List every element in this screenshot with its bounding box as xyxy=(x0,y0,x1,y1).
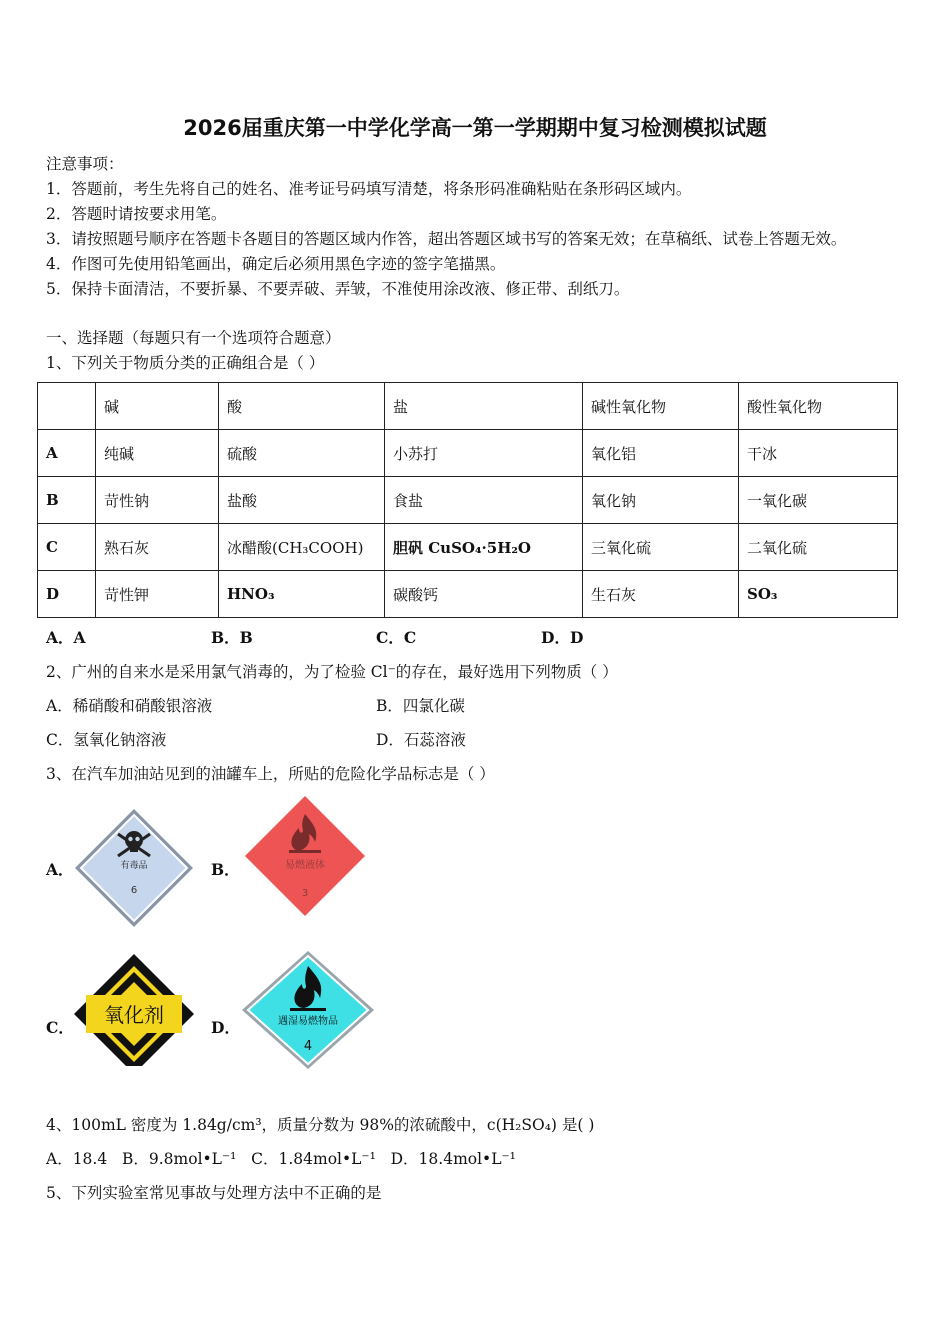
table-cell: 苛性钾 xyxy=(96,571,219,618)
table-cell: 碳酸钙 xyxy=(385,571,583,618)
sign-text: 遇湿易燃物品 xyxy=(278,1016,338,1027)
q4-options-line xyxy=(46,1147,516,1169)
notice-heading: 注意事项： xyxy=(46,155,124,173)
q2-option-b: B．四氯化碳 xyxy=(376,697,465,715)
table-cell: SO₃ xyxy=(739,571,898,618)
toxic-sign xyxy=(72,806,196,930)
q1-stem: 1、下列关于物质分类的正确组合是（ ） xyxy=(46,354,325,372)
q5-stem: 5、下列实验室常见事故与处理方法中不正确的是 xyxy=(46,1184,382,1202)
q4-option-b: B．9.8mol•L⁻¹ xyxy=(122,1150,237,1168)
table-cell: 氧化钠 xyxy=(583,477,739,524)
table-row xyxy=(38,571,898,618)
table-cell: 一氧化碳 xyxy=(739,477,898,524)
table-cell: 熟石灰 xyxy=(96,524,219,571)
sign-number: 3 xyxy=(301,888,309,899)
table-cell: 苛性钠 xyxy=(96,477,219,524)
q1-option-b: B．B xyxy=(211,628,253,647)
table-cell: 生石灰 xyxy=(583,571,739,618)
table-cell: 酸性氧化物 xyxy=(739,383,898,430)
table-cell: 酸 xyxy=(219,383,385,430)
q3-label-c: C． xyxy=(46,1018,74,1037)
table-cell: 硫酸 xyxy=(219,430,385,477)
table-header-row xyxy=(38,383,898,430)
sign-number: 6 xyxy=(130,885,138,896)
table-cell: 冰醋酸(CH₃COOH) xyxy=(219,524,385,571)
table-row xyxy=(38,524,898,571)
q1-option-c: C．C xyxy=(376,628,417,647)
table-cell: B xyxy=(38,477,96,524)
q3-label-b: B． xyxy=(211,860,240,879)
q2-option-a: A．稀硝酸和硝酸银溶液 xyxy=(46,697,213,715)
table-cell: 小苏打 xyxy=(385,430,583,477)
q1-option-d: D．D xyxy=(541,628,584,647)
table-cell: HNO₃ xyxy=(219,571,385,618)
sign-text: 有毒品 xyxy=(120,861,148,871)
table-cell: 纯碱 xyxy=(96,430,219,477)
sign-text: 氧化剂 xyxy=(104,1003,164,1027)
table-cell: 食盐 xyxy=(385,477,583,524)
notice-item: 5．保持卡面清洁，不要折暴、不要弄破、弄皱，不准使用涂改液、修正带、刮纸刀。 xyxy=(46,280,630,298)
table-cell: 胆矾 CuSO₄·5H₂O xyxy=(385,524,583,571)
q3-stem: 3、在汽车加油站见到的油罐车上，所贴的危险化学品标志是（ ） xyxy=(46,765,495,783)
notice-item: 2．答题时请按要求用笔。 xyxy=(46,205,227,223)
sign-number: 4 xyxy=(303,1039,313,1054)
section-heading: 一、选择题（每题只有一个选项符合题意） xyxy=(46,329,341,347)
table-row xyxy=(38,430,898,477)
table-cell: 氧化铝 xyxy=(583,430,739,477)
notice-item: 4．作图可先使用铅笔画出，确定后必须用黑色字迹的签字笔描黑。 xyxy=(46,255,506,273)
q4-option-c: C．1.84mol•L⁻¹ xyxy=(251,1150,376,1168)
table-cell: 盐酸 xyxy=(219,477,385,524)
q3-label-d: D． xyxy=(211,1018,240,1037)
table-cell: 干冰 xyxy=(739,430,898,477)
q4-option-d: D．18.4mol•L⁻¹ xyxy=(390,1150,516,1168)
oxidizer-sign xyxy=(72,952,196,1066)
table-cell: 盐 xyxy=(385,383,583,430)
table-cell: 三氧化硫 xyxy=(583,524,739,571)
table-cell: C xyxy=(38,524,96,571)
table-cell: A xyxy=(38,430,96,477)
q1-option-a: A．A xyxy=(46,628,86,647)
notice-item: 3．请按照题号顺序在答题卡各题目的答题区域内作答，超出答题区域书写的答案无效；在草稿纸、试卷上答题无效。 xyxy=(46,230,847,248)
table-cell: 二氧化硫 xyxy=(739,524,898,571)
table-cell: 碱 xyxy=(96,383,219,430)
page-title: 2026届重庆第一中学化学高一第一学期期中复习检测模拟试题 xyxy=(183,116,767,140)
table-cell: 碱性氧化物 xyxy=(583,383,739,430)
table-cell xyxy=(38,383,96,430)
classification-table xyxy=(37,382,898,618)
q3-label-a: A． xyxy=(46,860,74,879)
q2-option-c: C．氢氧化钠溶液 xyxy=(46,731,167,749)
q2-stem: 2、广州的自来水是采用氯气消毒的，为了检验 Cl⁻的存在，最好选用下列物质（ ） xyxy=(46,663,618,681)
sign-text: 易燃液体 xyxy=(285,860,325,871)
notice-item: 1．答题前，考生先将自己的姓名、准考证号码填写清楚，将条形码准确粘贴在条形码区域内。 xyxy=(46,180,692,198)
flammable-liquid-sign xyxy=(243,794,367,918)
table-row xyxy=(38,477,898,524)
q4-stem: 4、100mL 密度为 1.84g/cm³，质量分数为 98%的浓硫酸中，c(H₂SO₄) 是( ) xyxy=(46,1116,595,1134)
q4-option-a: A．18.4 xyxy=(46,1150,108,1168)
q2-option-d: D．石蕊溶液 xyxy=(376,731,466,749)
table-cell: D xyxy=(38,571,96,618)
dangerous-when-wet-sign xyxy=(240,950,376,1070)
